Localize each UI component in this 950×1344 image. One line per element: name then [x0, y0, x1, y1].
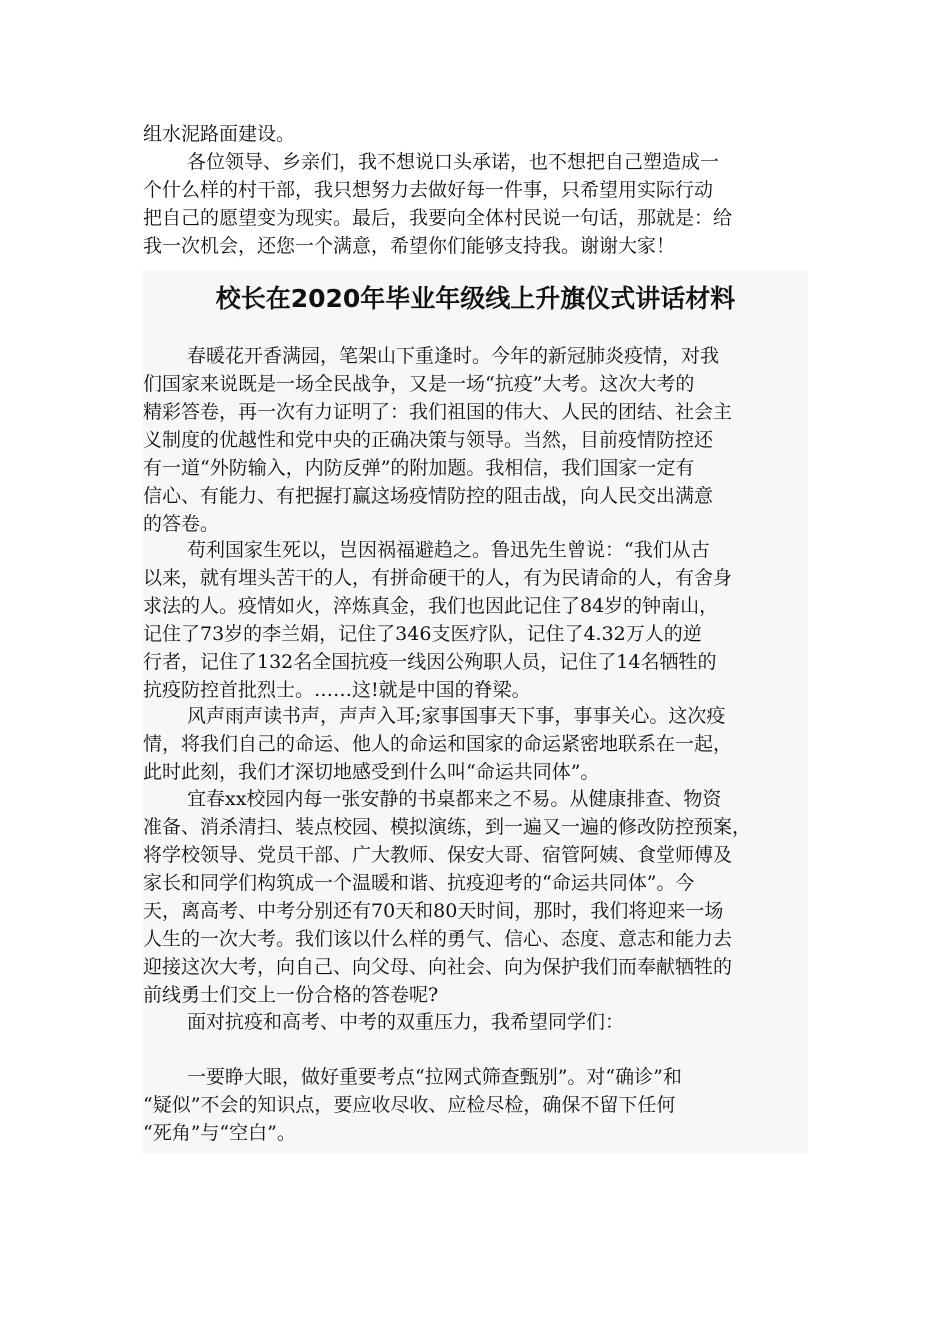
paragraph-line: “死角”与“空白”。 — [143, 1122, 296, 1144]
paragraph-line: 天，离高考、中考分别还有70天和80天时间，那时，我们将迎来一场 — [143, 900, 724, 922]
paragraph-line: 的答卷。 — [143, 513, 220, 535]
intro-line: 我一次机会，还您一个满意，希望你们能够支持我。谢谢大家！ — [143, 235, 676, 257]
paragraph-line: 求法的人。疫情如火，淬炼真金，我们也因此记住了84岁的钟南山， — [143, 595, 719, 617]
paragraph-line: 行者，记住了132名全国抗疫一线因公殉职人员，记住了14名牺牲的 — [143, 651, 717, 673]
paragraph-line: 们国家来说既是一场全民战争，又是一场“抗疫”大考。这次大考的 — [143, 373, 695, 395]
paragraph-line: 春暖花开香满园，笔架山下重逢时。今年的新冠肺炎疫情，对我 — [187, 345, 720, 367]
paragraph-line: 前线勇士们交上一份合格的答卷呢? — [143, 984, 439, 1006]
article-panel — [143, 270, 808, 1154]
paragraph-line: 人生的一次大考。我们该以什么样的勇气、信心、态度、意志和能力去 — [143, 928, 733, 950]
paragraph-line: 面对抗疫和高考、中考的双重压力，我希望同学们： — [187, 1011, 625, 1033]
intro-line: 组水泥路面建设。 — [143, 123, 296, 145]
paragraph-line: 记住了73岁的李兰娟，记住了346支医疗队，记住了4.32万人的逆 — [143, 623, 702, 645]
intro-line: 把自己的愿望变为现实。最后，我要向全体村民说一句话，那就是：给 — [143, 207, 733, 229]
intro-line: 各位领导、乡亲们，我不想说口头承诺，也不想把自己塑造成一 — [187, 151, 720, 173]
paragraph-line: 情，将我们自己的命运、他人的命运和国家的命运紧密地联系在一起， — [143, 733, 733, 755]
paragraph-first-point — [143, 1063, 833, 1147]
paragraph-community — [143, 702, 833, 786]
paragraph-campus — [143, 785, 833, 1009]
paragraph-hope — [143, 1008, 833, 1036]
paragraph-line: 义制度的优越性和党中央的正确决策与领导。当然，目前疫情防控还 — [143, 429, 714, 451]
paragraph-line: 迎接这次大考，向自己、向父母、向社会、向为保护我们而奉献牺牲的 — [143, 956, 733, 978]
article-title: 校长在2020年毕业年级线上升旗仪式讲话材料 — [215, 284, 736, 313]
paragraph-line: 有一道“外防输入，内防反弹”的附加题。我相信，我们国家一定有 — [143, 457, 695, 479]
paragraph-spring — [143, 342, 833, 538]
paragraph-line: 风声雨声读书声，声声入耳;家事国事天下事，事事关心。这次疫 — [187, 705, 726, 727]
paragraph-line: 信心、有能力、有把握打赢这场疫情防控的阻击战，向人民交出满意 — [143, 485, 714, 507]
paragraph-line: 家长和同学们构筑成一个温暖和谐、抗疫迎考的“命运共同体”。今 — [143, 872, 695, 894]
paragraph-line: “疑似”不会的知识点，要应收尽收、应检尽检，确保不留下任何 — [143, 1094, 676, 1116]
paragraph-line: 此时此刻，我们才深切地感受到什么叫“命运共同体”。 — [143, 761, 600, 783]
intro-line: 个什么样的村干部，我只想努力去做好每一件事，只希望用实际行动 — [143, 179, 714, 201]
paragraph-line: 精彩答卷，再一次有力证明了：我们祖国的伟大、人民的团结、社会主 — [143, 401, 733, 423]
paragraph-line: 准备、消杀清扫、装点校园、模拟演练，到一遍又一遍的修改防控预案， — [143, 816, 752, 838]
paragraph-line: 将学校领导、党员干部、广大教师、保安大哥、宿管阿姨、食堂师傅及 — [143, 844, 733, 866]
paragraph-heroes — [143, 536, 833, 704]
intro-section — [143, 120, 808, 260]
paragraph-line: 以来，就有埋头苦干的人，有拼命硬干的人，有为民请命的人，有舍身 — [143, 567, 733, 589]
paragraph-line: 抗疫防控首批烈士。……这!就是中国的脊梁。 — [143, 679, 531, 701]
paragraph-line: 苟利国家生死以，岂因祸福避趋之。鲁迅先生曾说：“我们从古 — [187, 539, 710, 561]
paragraph-line: 宜春xx校园内每一张安静的书桌都来之不易。从健康排查、物资 — [187, 788, 722, 810]
paragraph-line: 一要睁大眼，做好重要考点“拉网式筛查甄别”。对“确诊”和 — [187, 1066, 682, 1088]
